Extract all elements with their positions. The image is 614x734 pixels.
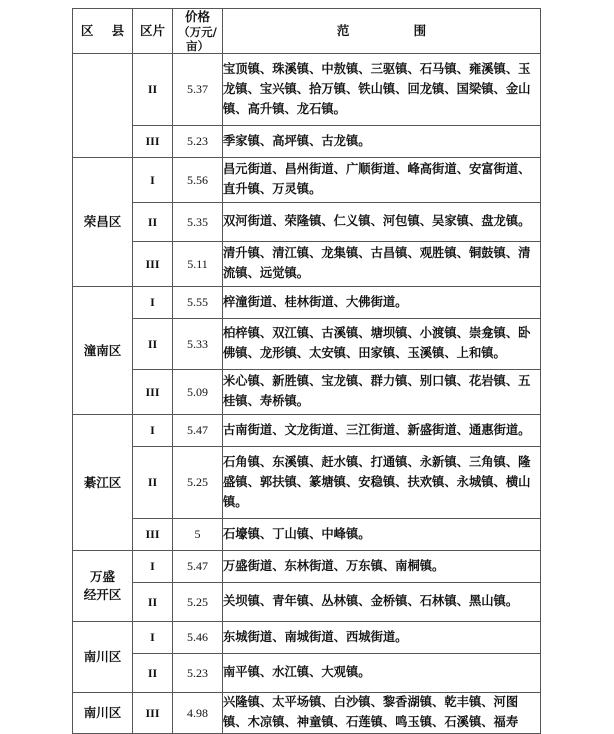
cell-scope: 昌元街道、昌州街道、广顺街道、峰高街道、安富街道、直升镇、万灵镇。 — [223, 158, 541, 203]
table-row — [73, 519, 541, 551]
table-header-row — [73, 9, 541, 54]
table-row — [73, 551, 541, 583]
cell-district — [73, 287, 133, 415]
table-row — [73, 370, 541, 415]
table-row — [73, 415, 541, 447]
table-body — [73, 54, 541, 734]
cell-scope: 关坝镇、青年镇、丛林镇、金桥镇、石林镇、黑山镇。 — [223, 583, 541, 622]
cell-zone: II — [133, 54, 173, 126]
cell-zone: I — [133, 415, 173, 447]
cell-price: 5.37 — [173, 54, 223, 126]
cell-zone: III — [133, 126, 173, 158]
table-row — [73, 447, 541, 519]
cell-scope: 兴隆镇、太平场镇、白沙镇、黎香湖镇、乾丰镇、河图镇、木凉镇、神童镇、石莲镇、鸣玉镇、石溪镇、福寿 — [223, 693, 541, 734]
column-header-zone — [133, 9, 173, 54]
column-header-scope-label: 范 围 — [336, 23, 457, 39]
cell-zone: I — [133, 551, 173, 583]
cell-price: 4.98 — [173, 693, 223, 734]
land-price-table — [72, 8, 541, 734]
cell-price: 5.47 — [173, 415, 223, 447]
table-row — [73, 319, 541, 370]
cell-zone: II — [133, 447, 173, 519]
district-name-line: 南川区 — [83, 649, 122, 664]
column-header-district-label: 区 县 — [80, 23, 132, 39]
district-name-line: 南川区 — [83, 704, 122, 720]
cell-price: 5.33 — [173, 319, 223, 370]
cell-price: 5.55 — [173, 287, 223, 319]
cell-zone: I — [133, 622, 173, 654]
table-row — [73, 583, 541, 622]
cell-price: 5 — [173, 519, 223, 551]
cell-zone: I — [133, 287, 173, 319]
cell-scope: 梓潼街道、桂林街道、大佛街道。 — [223, 287, 541, 319]
cell-zone: III — [133, 370, 173, 415]
cell-price: 5.35 — [173, 203, 223, 242]
cell-scope: 南平镇、水江镇、大观镇。 — [223, 654, 541, 693]
cell-district — [73, 158, 133, 287]
cell-price: 5.09 — [173, 370, 223, 415]
table-row — [73, 54, 541, 126]
district-name-line: 荣昌区 — [83, 214, 122, 229]
cell-scope: 石壕镇、丁山镇、中峰镇。 — [223, 519, 541, 551]
cell-zone: II — [133, 203, 173, 242]
table-row — [73, 622, 541, 654]
column-header-price — [173, 9, 223, 54]
cell-district — [73, 54, 133, 158]
table-row — [73, 158, 541, 203]
cell-district — [73, 693, 133, 734]
cell-scope: 季家镇、高坪镇、古龙镇。 — [223, 126, 541, 158]
table-row — [73, 287, 541, 319]
cell-scope: 石角镇、东溪镇、赶水镇、打通镇、永新镇、三角镇、隆盛镇、郭扶镇、篆塘镇、安稳镇、扶欢镇、永城镇、横山镇。 — [223, 447, 541, 519]
cell-price: 5.46 — [173, 622, 223, 654]
cell-scope: 古南街道、文龙街道、三江街道、新盛街道、通惠街道。 — [223, 415, 541, 447]
cell-price: 5.56 — [173, 158, 223, 203]
cell-scope: 双河街道、荣隆镇、仁义镇、河包镇、吴家镇、盘龙镇。 — [223, 203, 541, 242]
table-row — [73, 654, 541, 693]
cell-zone: II — [133, 319, 173, 370]
cell-price: 5.23 — [173, 126, 223, 158]
table-header — [73, 9, 541, 54]
cell-scope: 柏梓镇、双江镇、古溪镇、塘坝镇、小渡镇、崇龛镇、卧佛镇、龙形镇、太安镇、田家镇、玉溪镇、上和镇。 — [223, 319, 541, 370]
cell-district — [73, 622, 133, 693]
cell-zone: II — [133, 654, 173, 693]
table-row — [73, 693, 541, 734]
district-name-line: 潼南区 — [83, 342, 122, 358]
cell-district — [73, 551, 133, 622]
cell-zone: III — [133, 242, 173, 287]
column-header-zone-label: 区片 — [139, 23, 165, 39]
cell-zone: III — [133, 693, 173, 734]
cell-district — [73, 415, 133, 551]
district-name-line: 綦江区 — [83, 474, 122, 490]
cell-scope: 东城街道、南城街道、西城街道。 — [223, 622, 541, 654]
cell-scope: 万盛街道、东林街道、万东镇、南桐镇。 — [223, 551, 541, 583]
column-header-price-unit: （万元/亩） — [178, 24, 217, 53]
cell-zone: II — [133, 583, 173, 622]
cell-price: 5.25 — [173, 583, 223, 622]
cell-scope: 清升镇、清江镇、龙集镇、古昌镇、观胜镇、铜鼓镇、清流镇、远觉镇。 — [223, 242, 541, 287]
table-row — [73, 242, 541, 287]
column-header-scope — [223, 9, 541, 54]
cell-price: 5.47 — [173, 551, 223, 583]
column-header-price-label: 价格 — [184, 9, 210, 24]
district-name-line: 万盛 — [89, 568, 115, 584]
cell-price: 5.23 — [173, 654, 223, 693]
table-row — [73, 203, 541, 242]
cell-scope: 宝顶镇、珠溪镇、中敖镇、三驱镇、石马镇、雍溪镇、玉龙镇、宝兴镇、拾万镇、铁山镇、回龙镇、国梁镇、金山镇、高升镇、龙石镇。 — [223, 54, 541, 126]
cell-zone: III — [133, 519, 173, 551]
district-name-line: 经开区 — [83, 587, 122, 603]
cell-zone: I — [133, 158, 173, 203]
cell-price: 5.11 — [173, 242, 223, 287]
cell-scope: 米心镇、新胜镇、宝龙镇、群力镇、别口镇、花岩镇、五桂镇、寿桥镇。 — [223, 370, 541, 415]
column-header-district — [73, 9, 133, 54]
cell-price: 5.25 — [173, 447, 223, 519]
table-row — [73, 126, 541, 158]
